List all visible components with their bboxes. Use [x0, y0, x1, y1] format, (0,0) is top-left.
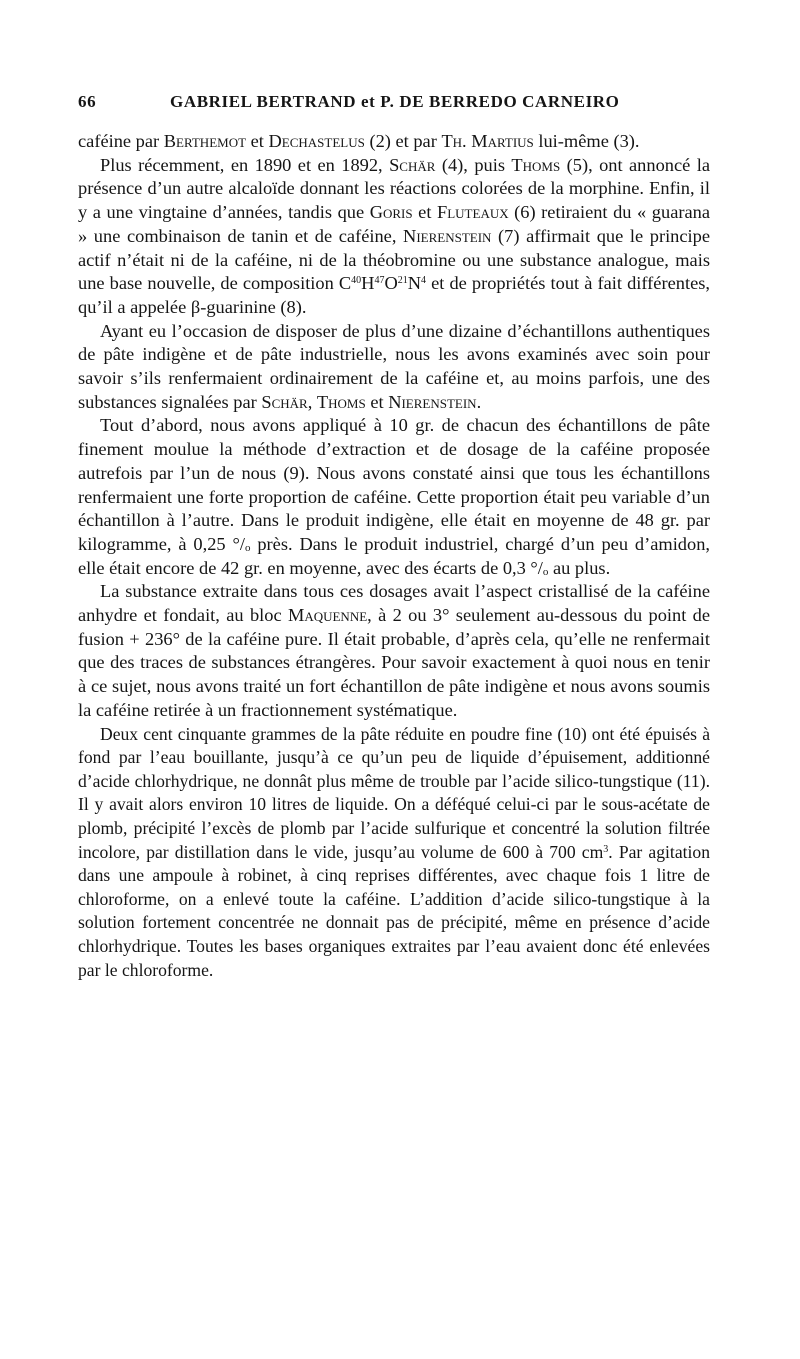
text-run: et [365, 391, 389, 412]
page-number: 66 [78, 92, 97, 111]
paragraph [78, 723, 710, 983]
text-run: (2) et par [364, 131, 442, 151]
author-name: Berthemot [163, 131, 247, 151]
author-name: Fluteaux [437, 202, 509, 223]
text-run: (6) retiraient du « guarana » une combinaison de tanin et de caféine, [78, 202, 710, 246]
script-text: o [244, 541, 251, 554]
text-run: près. Dans le produit industriel, chargé d’un peu d’amidon, elle était encore de 42 gr. en moyenne, avec des écarts de 0,3 °/ [78, 533, 710, 578]
author-name: Schär [389, 154, 436, 175]
text-run: lui-même (3). [533, 131, 640, 151]
text-run: N [407, 273, 422, 294]
text-run: et de propriétés tout à fait différentes, qu’il a appelée β-guarinine (8). [78, 273, 710, 317]
paragraph [78, 580, 710, 722]
paragraph [78, 320, 710, 415]
text-run: caféine par [78, 131, 164, 151]
text-run: H [361, 273, 375, 294]
script-text: o [542, 565, 549, 578]
text-run: C [338, 273, 352, 294]
author-name: Dechastelus [268, 131, 365, 151]
text-run: , [307, 391, 317, 412]
text-run: (7) affirmait que le principe actif n’était ni de la caféine, ni de la théobromine ou une substance analogue, mais une base nouvelle, de composition [78, 225, 711, 294]
author-name: Goris [369, 202, 413, 223]
script-text: 40 [351, 275, 362, 287]
running-header [78, 92, 710, 112]
text-run: La substance extraite dans tous ces dosages avait l’aspect cristallisé de la caféine anhydre et fondait, au bloc [78, 581, 710, 626]
text-run: O [384, 273, 398, 294]
running-title: GABRIEL BERTRAND et P. DE BERREDO CARNEIRO [170, 92, 620, 111]
script-text: 21 [397, 275, 408, 287]
author-name: Thoms [316, 391, 366, 412]
text-run: Tout d’abord, nous avons appliqué à 10 gr. de chacun des échantillons de pâte finement moulue la méthode d’extraction et de dosage de la caféine proposée autrefois par l’un de nous (9). Nous avons constaté ainsi que tous les échantillons renfermaient une forte proportion de caféine. Cette proportion était peu variable d’un échantillon à l’autre. Dans le produit indigène, elle était en moyenne de 48 gr. par kilogramme, à 0,25 °/ [78, 415, 710, 554]
script-text: 3 [603, 843, 609, 855]
text-run: (4), puis [435, 154, 512, 175]
text-run: Ayant eu l’occasion de disposer de plus d’une dizaine d’échantillons authentiques de pâte indigène et de pâte industrielle, nous les avons examinés avec soin pour savoir s’ils renfermaient ordinairement de la caféine et, au moins parfois, une des substances signalées par [78, 320, 710, 412]
page [78, 92, 710, 982]
text-run: Deux cent cinquante grammes de la pâte réduite en poudre fine (10) ont été épuisés à fond par l’eau bouillante, jusqu’à ce qu’un peu de liquide d’épuisement, additionné d’acide chlorhydrique, ne donnât plus même de trouble par l’acide silico-tungstique (11). Il y avait alors environ 10 litres de liquide. On a déféqué celui-ci par le sous-acétate de plomb, précipité l’excès de plomb par l’acide sulfurique et concentré la solution filtrée incolore, par distillation dans le vide, jusqu’au volume de 600 à 700 cm [78, 723, 710, 862]
author-name: Nierenstein [403, 225, 492, 246]
text-run: (5), ont annoncé la présence d’un autre alcaloïde donnant les réactions colorées de la morphine. Enfin, il y a une vingtaine d’années, tandis que [78, 154, 710, 223]
text-run: . [476, 391, 482, 412]
author-name: Th. Martius [441, 131, 534, 151]
author-name: Schär [261, 391, 308, 412]
paragraph [78, 414, 710, 580]
author-name: Thoms [511, 154, 561, 175]
text-run: . Par agitation dans une ampoule à robinet, à cinq reprises différentes, avec chaque fois 1 litre de chloroforme, on a enlevé toute la caféine. L’addition d’acide silico-tungstique à la solution fortement concentrée ne donnait pas de précipité, même en présence d’acide chlorhydrique. Toutes les bases organiques extraites par l’eau avaient donc été enlevées par le chloroforme. [78, 841, 710, 980]
paragraph [78, 154, 710, 320]
author-name: Nierenstein [388, 391, 477, 412]
text-run: au plus. [548, 557, 611, 578]
text-run: et [246, 131, 269, 151]
text-run: Plus récemment, en 1890 et en 1892, [100, 154, 390, 175]
text-run: et [412, 202, 437, 223]
script-text: 4 [421, 275, 427, 287]
text-run: , à 2 ou 3° seulement au-dessous du point de fusion + 236° de la caféine pure. Il était probable, d’après cela, qu’elle ne renfermait que des traces de substances étrangères. Pour savoir exactement à quoi nous en tenir à ce sujet, nous avons traité un fort échantillon de pâte indigène et nous avons soumis la caféine retirée à un fractionnement systématique. [78, 605, 711, 720]
author-name: Maquenne [287, 605, 368, 626]
script-text: 47 [374, 275, 385, 287]
paragraph [78, 130, 710, 154]
body-text [78, 130, 710, 982]
